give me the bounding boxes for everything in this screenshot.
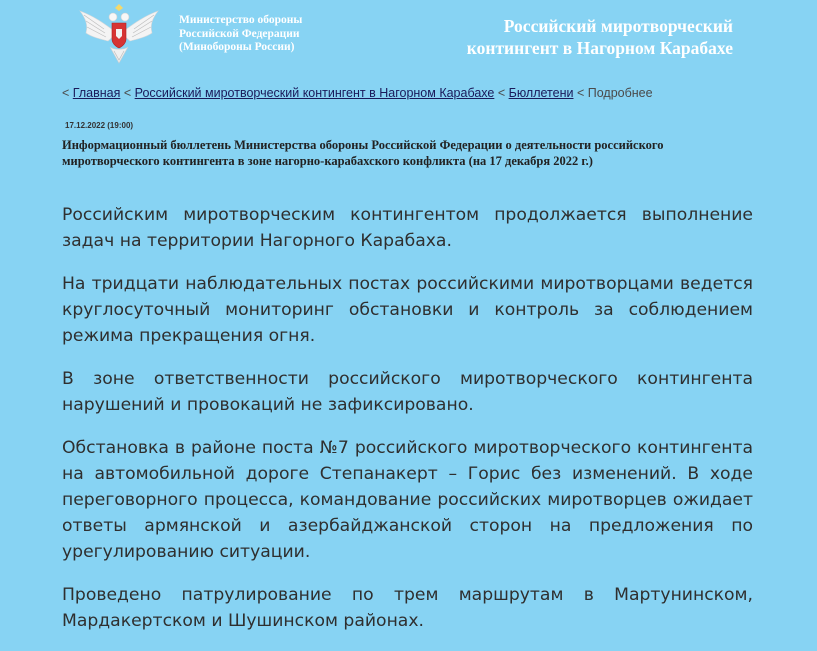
breadcrumb-link-bulletins[interactable]: Бюллетени	[508, 86, 574, 100]
ministry-line: Министерство обороны	[179, 14, 303, 26]
breadcrumb-separator: <	[497, 86, 506, 100]
ministry-line: (Минобороны России)	[179, 41, 295, 53]
site-title	[467, 15, 733, 59]
breadcrumb	[62, 86, 653, 100]
bulletin-title: Информационный бюллетень Министерства обороны Российской Федерации о деятельности российского миротворческого контингента в зоне нагорно-карабахского конфликта (на 17 декабря 2022 г.)	[62, 138, 664, 168]
ministry-name	[179, 14, 302, 55]
site-title-line: Российский миротворческий	[503, 16, 733, 36]
site-title-line: контингент в Нагорном Карабахе	[466, 38, 733, 58]
breadcrumb-separator: <	[576, 86, 585, 100]
publication-date: 17.12.2022 (19:00)	[65, 121, 134, 130]
site-header	[0, 0, 817, 78]
article-paragraph: Проведено патрулирование по трем маршрутам в Мартунинском, Мардакертском и Шушинском районах.	[62, 585, 753, 631]
ministry-line: Российской Федерации	[179, 27, 300, 40]
breadcrumb-link-home[interactable]: Главная	[72, 86, 121, 100]
breadcrumb-separator: <	[123, 86, 132, 100]
article-paragraph: На тридцати наблюдательных постах российскими миротворцами ведется круглосуточный мониторинг обстановки и контроль за соблюдением режима прекращения огня.	[62, 274, 753, 346]
breadcrumb-separator: <	[62, 86, 70, 100]
article-paragraph: Обстановка в районе поста №7 российского миротворческого контингента на автомобильной дороге Степанакерт – Горис без изменений. В ходе переговорного процесса, командование российских миротворцев ожидает ответы армянской и азербайджанской сторон на предложения по урегулированию ситуации.	[62, 438, 753, 562]
article-paragraph: Российским миротворческим контингентом продолжается выполнение задач на территории Нагорного Карабаха.	[62, 205, 753, 251]
double-headed-eagle-emblem-icon[interactable]	[74, 3, 164, 65]
article-body	[62, 202, 753, 651]
breadcrumb-link-contingent[interactable]: Российский миротворческий контингент в Нагорном Карабахе	[134, 86, 495, 100]
article-paragraph: В зоне ответственности российского миротворческого контингента нарушений и провокаций не зафиксировано.	[62, 369, 753, 415]
breadcrumb-current: Подробнее	[587, 86, 653, 100]
